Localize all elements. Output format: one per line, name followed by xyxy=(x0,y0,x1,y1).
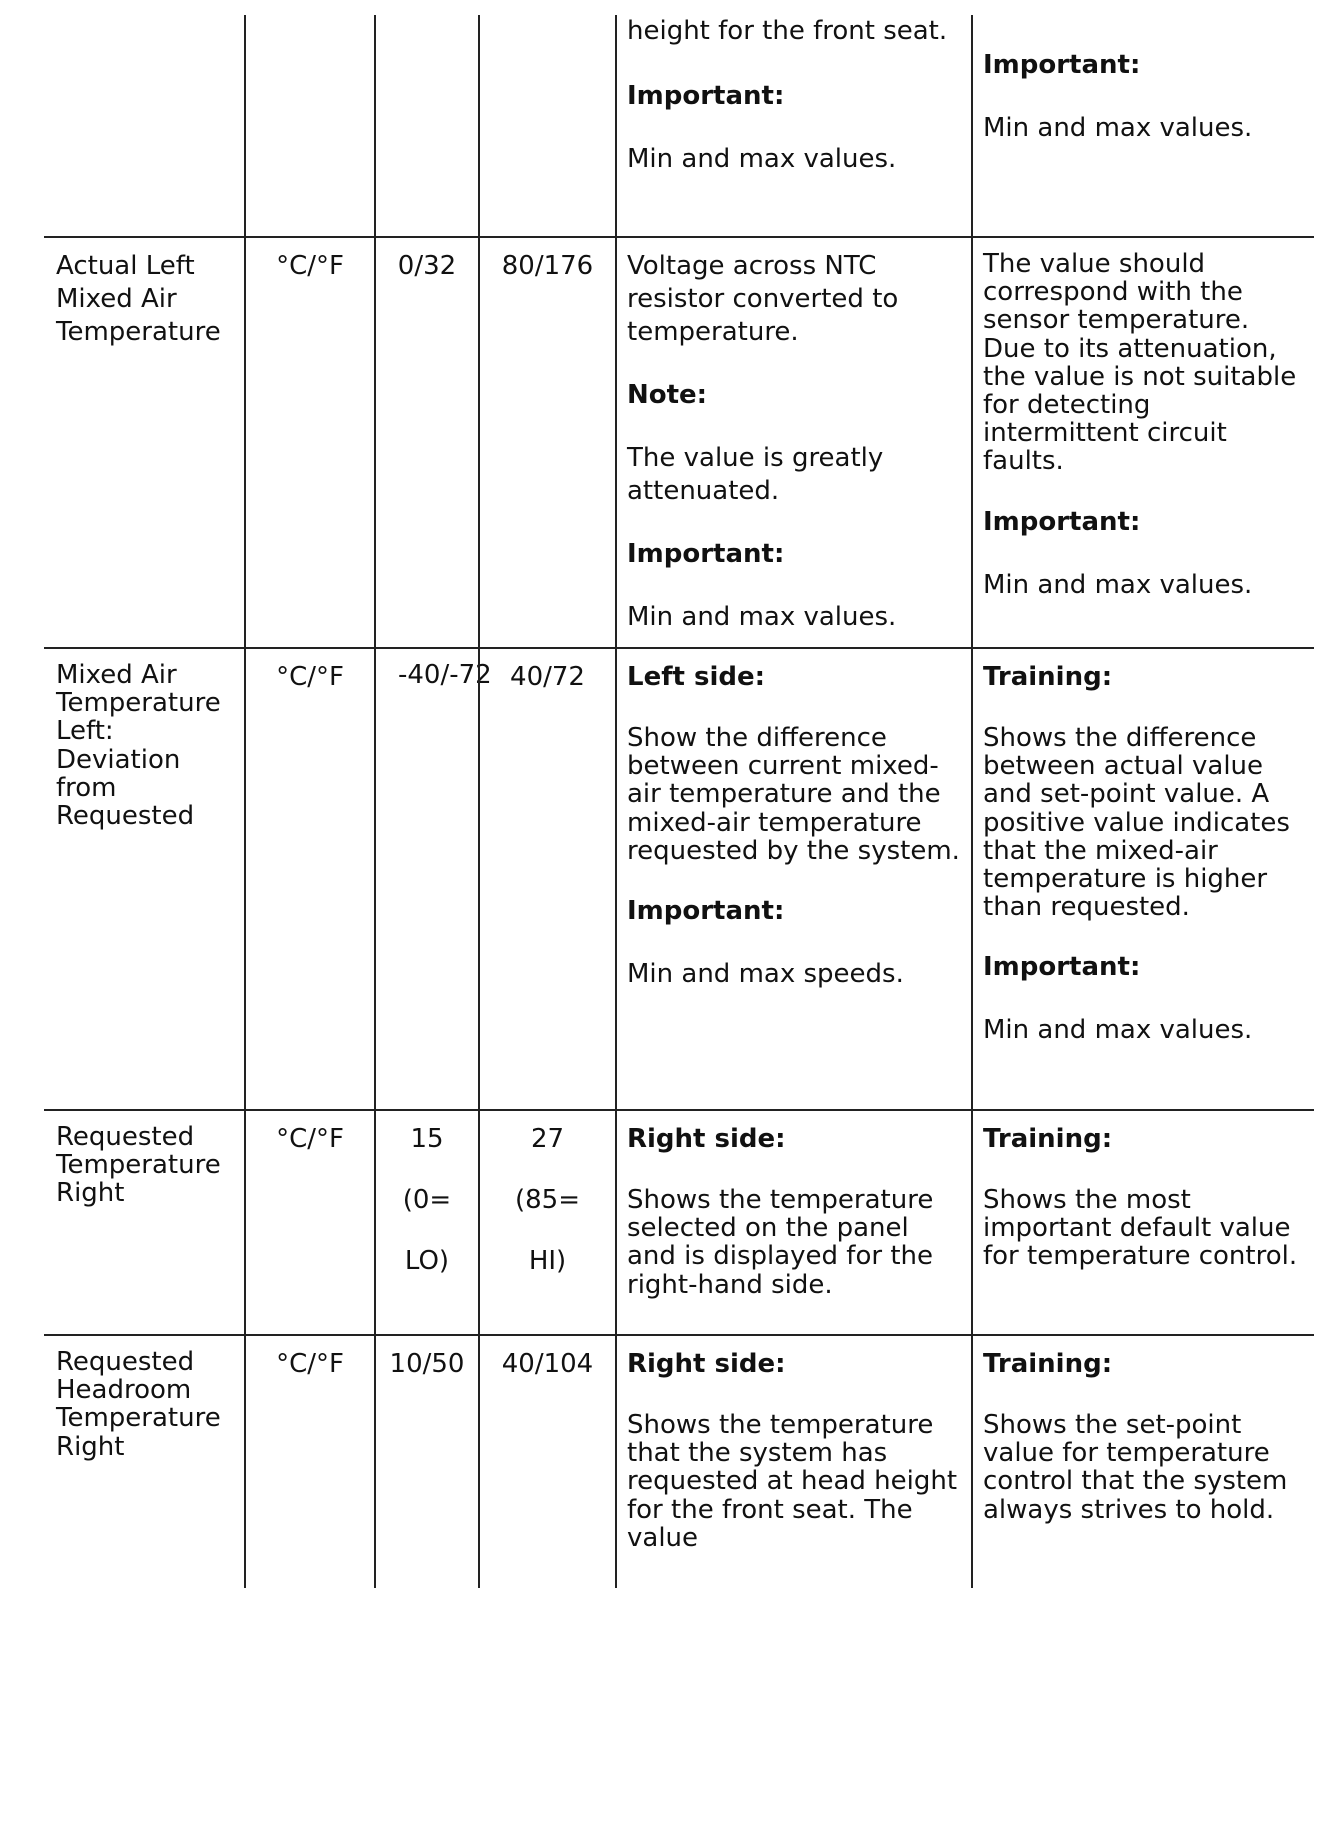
remarks-cell xyxy=(971,238,1314,647)
training-label: Training: xyxy=(983,662,1113,692)
important-label: Important: xyxy=(627,896,785,927)
min-value-note: LO) xyxy=(404,1246,450,1276)
description-text: Show the difference between current mixed-air temperature and the mixed-air temperature requested by the system. xyxy=(627,723,960,866)
important-label: Important: xyxy=(627,81,785,111)
side-label: Right side: xyxy=(627,1349,786,1379)
table-row xyxy=(44,15,1314,238)
table-row xyxy=(44,649,1314,1111)
important-text: Min and max values. xyxy=(627,602,897,632)
name-cell: Actual Left Mixed Air Temperature xyxy=(56,251,221,347)
side-label: Right side: xyxy=(627,1124,786,1154)
description-cell xyxy=(615,1111,971,1334)
name-cell: Mixed Air Temperature Left: Deviation from Requested xyxy=(56,660,221,832)
table-row xyxy=(44,1111,1314,1336)
remarks-cell xyxy=(971,1336,1314,1588)
side-label: Left side: xyxy=(627,662,766,692)
description-cell xyxy=(615,15,971,236)
remarks-text: Shows the set-point value for temperature control that the system always strives to hold. xyxy=(983,1410,1288,1525)
max-cell xyxy=(478,1111,615,1334)
description-text: height for the front seat. xyxy=(627,16,948,46)
note-label: Note: xyxy=(627,380,708,410)
min-cell xyxy=(374,15,478,236)
description-cell xyxy=(615,238,971,647)
unit-cell: °C/°F xyxy=(244,238,374,647)
remarks-text: Shows the most important default value for temperature control. xyxy=(983,1185,1298,1272)
name-cell xyxy=(44,15,244,236)
max-value-note: HI) xyxy=(528,1246,567,1276)
unit-cell: °C/°F xyxy=(244,649,374,1109)
training-label: Training: xyxy=(983,1124,1113,1154)
max-cell: 80/176 xyxy=(478,238,615,647)
description-cell xyxy=(615,1336,971,1588)
important-text: Min and max values. xyxy=(627,144,897,174)
description-text: Voltage across NTC resistor converted to temperature. xyxy=(627,251,899,347)
max-value-note: (85= xyxy=(514,1185,580,1215)
unit-cell: °C/°F xyxy=(244,1336,374,1588)
table-row xyxy=(44,1336,1314,1588)
important-label: Important: xyxy=(627,539,785,569)
important-label: Important: xyxy=(983,952,1141,983)
max-value: 27 xyxy=(530,1124,565,1154)
table-row xyxy=(44,238,1314,649)
unit-cell: °C/°F xyxy=(244,1111,374,1334)
remarks-text: The value should correspond with the sensor temperature. Due to its attenuation, the value is not suitable for detecting intermittent circuit faults. xyxy=(983,249,1297,477)
description-text: Shows the temperature selected on the panel and is displayed for the right-hand side. xyxy=(627,1185,934,1300)
name-cell: Requested Headroom Temperature Right xyxy=(56,1347,221,1462)
important-text: Min and max values. xyxy=(983,1015,1253,1046)
important-label: Important: xyxy=(983,50,1141,80)
min-cell: 0/32 xyxy=(374,238,478,647)
remarks-cell xyxy=(971,15,1314,236)
remarks-cell xyxy=(971,649,1314,1109)
min-cell: -40/-72 xyxy=(374,649,478,1109)
description-cell xyxy=(615,649,971,1109)
description-text: Shows the temperature that the system has requested at head height for the front seat. The value xyxy=(627,1410,958,1553)
min-cell xyxy=(374,1111,478,1334)
important-text: Min and max speeds. xyxy=(627,959,904,990)
name-cell: Requested Temperature Right xyxy=(56,1122,221,1209)
remarks-text: Shows the difference between actual value and set-point value. A positive value indicates that the mixed-air temperature is higher than requested. xyxy=(983,723,1290,923)
max-cell: 40/104 xyxy=(478,1336,615,1588)
remarks-cell xyxy=(971,1111,1314,1334)
important-text: Min and max values. xyxy=(983,113,1253,143)
unit-cell xyxy=(244,15,374,236)
important-text: Min and max values. xyxy=(983,569,1253,600)
training-label: Training: xyxy=(983,1349,1113,1379)
measured-values-table xyxy=(44,15,1314,1588)
max-cell: 40/72 xyxy=(478,649,615,1109)
min-value: 15 xyxy=(410,1124,444,1154)
max-cell xyxy=(478,15,615,236)
min-cell: 10/50 xyxy=(374,1336,478,1588)
min-value-note: (0= xyxy=(402,1185,452,1215)
important-label: Important: xyxy=(983,506,1141,537)
note-text: The value is greatly attenuated. xyxy=(627,443,884,506)
